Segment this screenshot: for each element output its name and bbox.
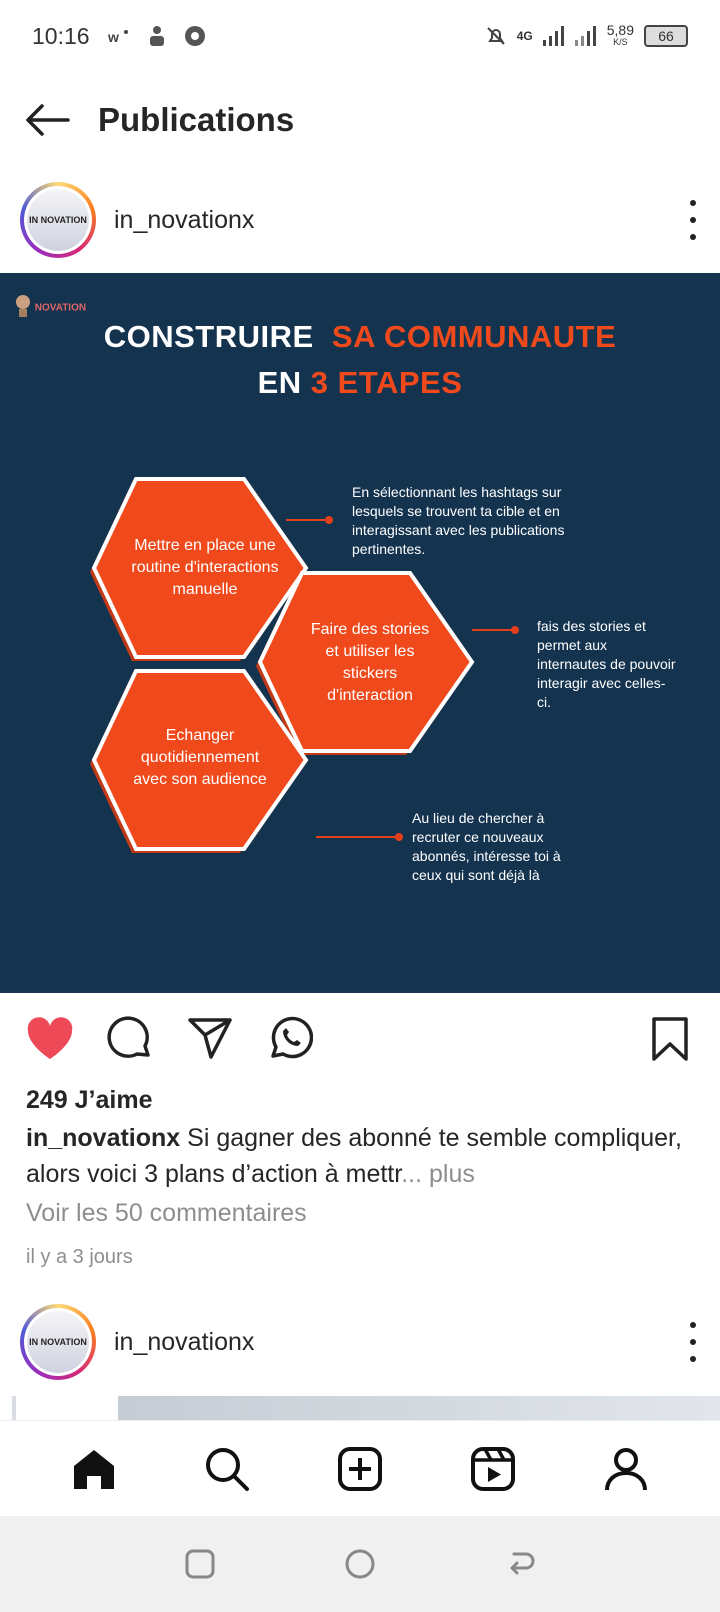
caption-ellipsis: ... xyxy=(401,1160,423,1188)
nav-search[interactable] xyxy=(197,1439,257,1499)
whatsapp-icon xyxy=(267,1016,313,1062)
next-post-header xyxy=(0,1300,720,1384)
hexagon-text-2: Faire des stories et utiliser les stickers d'interaction xyxy=(310,621,430,704)
nav-home[interactable] xyxy=(64,1439,124,1499)
description-3: Au lieu de chercher à recruter ce nouveaux abonnés, intéresse toi à ceux qui sont déjà là xyxy=(412,810,561,883)
status-bar xyxy=(0,0,720,72)
connector-1 xyxy=(286,519,330,521)
post-timestamp: il y a 3 jours xyxy=(26,1246,133,1268)
search-icon xyxy=(204,1446,250,1492)
wifi-calling-icon xyxy=(108,27,130,45)
page-title: Publications xyxy=(98,101,295,138)
bookmark-icon xyxy=(650,1016,690,1062)
home-icon xyxy=(71,1447,117,1491)
speed-unit: K/S xyxy=(613,37,628,47)
chrome-icon xyxy=(184,25,206,47)
comment-button[interactable] xyxy=(106,1015,154,1063)
user-icon xyxy=(148,25,166,47)
bottom-navigation xyxy=(0,1420,720,1516)
caption-text: Si gagner des abonné te semble compliquer, alors voici 3 plans d’action à mettr xyxy=(26,1124,682,1188)
next-post-image[interactable] xyxy=(0,1396,720,1420)
next-more-options-button[interactable] xyxy=(688,1322,698,1362)
signal-icon-2 xyxy=(575,26,597,46)
bell-off-icon xyxy=(485,25,507,47)
share-button[interactable] xyxy=(186,1015,234,1063)
hexagon-text-3: Echanger quotidiennement avec son audience xyxy=(133,727,267,788)
caption-username[interactable]: in_novationx xyxy=(26,1124,181,1152)
image-title-line1: CONSTRUIRE SA COMMUNAUTE xyxy=(103,319,617,354)
next-avatar[interactable] xyxy=(20,1304,96,1380)
battery-icon: 66 xyxy=(644,25,688,47)
post-image[interactable] xyxy=(0,273,720,993)
comment-icon xyxy=(107,1016,153,1062)
connector-2 xyxy=(472,629,516,631)
home-circle-icon[interactable] xyxy=(344,1548,376,1580)
heart-icon xyxy=(26,1017,74,1061)
hexagon-text-1: Mettre en place une routine d'interactions manuelle xyxy=(131,537,279,598)
connector-3 xyxy=(316,836,400,838)
recent-apps-icon[interactable] xyxy=(184,1548,216,1580)
profile-icon xyxy=(603,1446,649,1492)
save-button[interactable] xyxy=(646,1015,694,1063)
next-avatar-image: IN NOVATION xyxy=(27,1311,89,1373)
more-options-button[interactable] xyxy=(688,200,698,240)
system-navigation xyxy=(0,1516,720,1612)
back-button[interactable] xyxy=(24,100,74,140)
like-button[interactable] xyxy=(26,1015,74,1063)
avatar[interactable] xyxy=(20,182,96,258)
description-2: fais des stories et permet aux internautes de pouvoir interagir avec celles-ci. xyxy=(537,618,676,710)
whatsapp-button[interactable] xyxy=(266,1015,314,1063)
svg-text:w: w xyxy=(107,29,119,45)
next-post-username[interactable]: in_novationx xyxy=(114,1327,255,1356)
image-logo: NOVATION xyxy=(14,293,86,323)
post-username[interactable]: in_novationx xyxy=(114,205,255,234)
status-time: 10:16 xyxy=(32,22,90,49)
nav-create[interactable] xyxy=(330,1439,390,1499)
arrow-left-icon xyxy=(24,103,70,137)
plus-square-icon xyxy=(337,1446,383,1492)
avatar-image: IN NOVATION xyxy=(27,189,89,251)
page-header xyxy=(0,80,720,160)
network-label: 4G xyxy=(516,29,533,43)
nav-reels[interactable] xyxy=(463,1439,523,1499)
post-caption[interactable] xyxy=(26,1120,706,1192)
paper-plane-icon xyxy=(187,1017,233,1061)
image-title-line2: EN 3 ETAPES xyxy=(257,365,463,400)
back-system-icon[interactable] xyxy=(504,1548,536,1580)
post-header xyxy=(0,178,720,262)
caption-more-link[interactable]: plus xyxy=(428,1160,475,1188)
post-actions xyxy=(0,1015,720,1065)
signal-icon xyxy=(543,26,565,46)
speed-value: 5,89 xyxy=(606,22,634,38)
view-comments-link[interactable]: Voir les 50 commentaires xyxy=(26,1199,307,1227)
reels-icon xyxy=(470,1446,516,1492)
description-1: En sélectionnant les hashtags sur lesquels se trouvent ta cible et en interagissant avec les publications pertinentes. xyxy=(352,484,565,557)
nav-profile[interactable] xyxy=(596,1439,656,1499)
likes-count[interactable]: 249 J’aime xyxy=(26,1086,153,1114)
